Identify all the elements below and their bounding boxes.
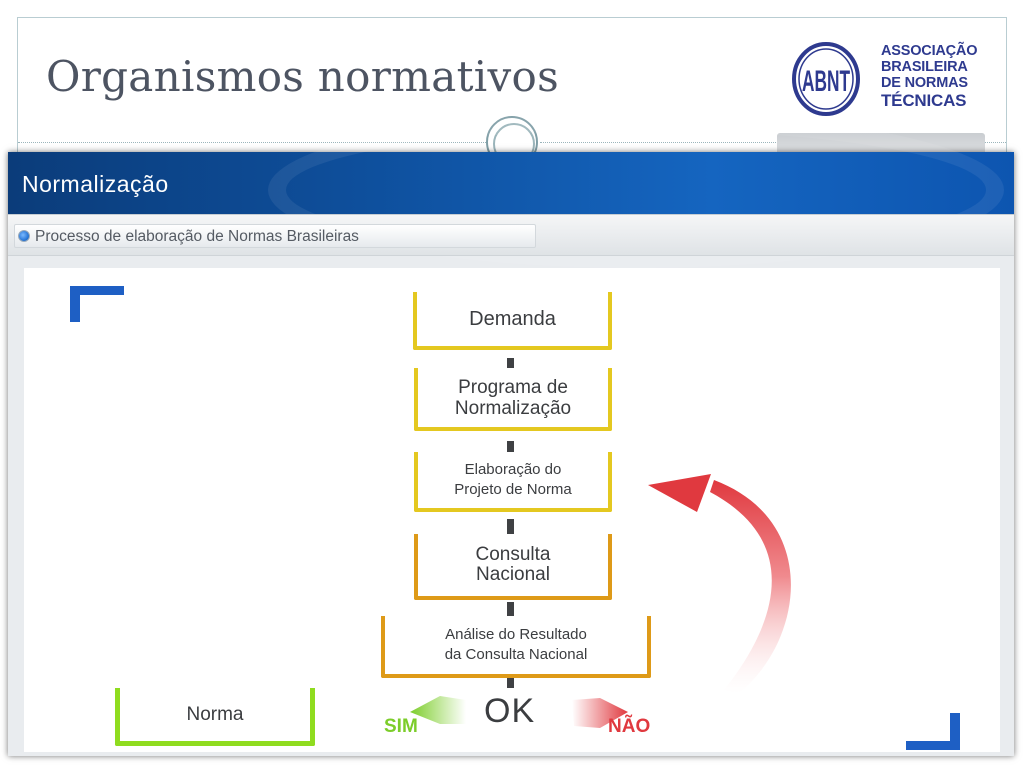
flow-step-consulta-label: Consulta Nacional	[475, 544, 551, 585]
yes-label: SIM	[384, 716, 418, 737]
yes-arrow-icon	[410, 696, 466, 724]
logo-line-4: TÉCNICAS	[881, 91, 967, 110]
decision-ok-label: OK	[484, 692, 536, 730]
feedback-arrowhead-icon	[648, 474, 711, 512]
flow-step-analise-label: Análise do Resultado da Consulta Nacional	[444, 626, 588, 663]
flow-step-programa-label: Programa de Normalização	[454, 376, 572, 419]
panel-header-title: Normalização	[22, 171, 169, 197]
no-label: NÃO	[608, 716, 651, 737]
feedback-arrow-shaft	[710, 480, 791, 694]
panel-subheader: Processo de elaboração de Normas Brasileiras	[35, 228, 359, 245]
svg-text:ABNT: ABNT	[802, 65, 850, 98]
logo-line-2: BRASILEIRA	[881, 59, 968, 75]
flow-result-norma-label: Norma	[186, 703, 244, 725]
logo-line-1: ASSOCIAÇÃO	[881, 43, 978, 59]
slide-title: Organismos normativos	[46, 52, 559, 101]
flow-step-demanda-label: Demanda	[469, 307, 556, 330]
flow-step-elaboracao-label: Elaboração do Projeto de Norma	[454, 461, 572, 498]
logo-line-3: DE NORMAS	[881, 75, 968, 91]
